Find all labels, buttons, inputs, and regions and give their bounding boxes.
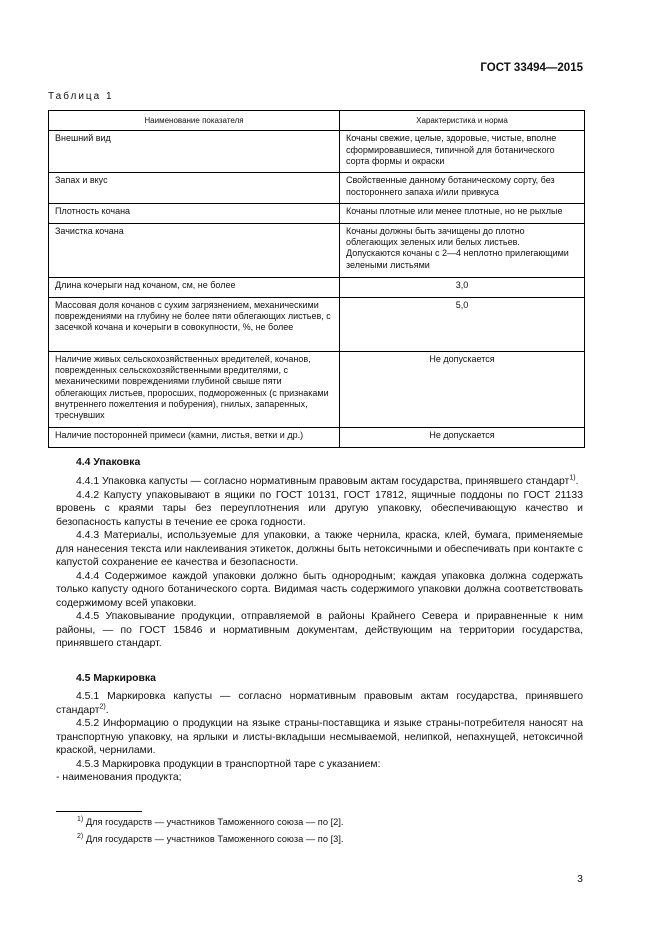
row-value: Не допускается xyxy=(340,427,585,447)
row-value: 3,0 xyxy=(340,277,585,297)
table-row xyxy=(49,297,585,351)
footnote-mark: 1) xyxy=(77,815,84,823)
row-value: Кочаны свежие, целые, здоровые, чистые, вполне сформировавшиеся, типичной для ботанического сорта формы и окраски xyxy=(340,131,585,173)
row-value: Не допускается xyxy=(340,351,585,427)
paragraph-4-5-3: 4.5.3 Маркировка продукции в транспортной таре с указанием: xyxy=(76,758,381,770)
footnote-ref: 2) xyxy=(99,703,106,711)
paragraph-4-4-1 xyxy=(56,475,583,489)
row-name: Плотность кочана xyxy=(49,203,340,223)
paragraph-text: 4.5.1 Маркировка капусты — согласно нормативным правовым актам государства, принявшего стандарт xyxy=(56,691,583,716)
section-title-marking: 4.5 Маркировка xyxy=(76,673,156,684)
footnote-divider xyxy=(56,811,142,812)
table-caption: Таблица 1 xyxy=(48,91,114,102)
footnote-mark: 2) xyxy=(77,832,84,840)
row-name: Длина кочерыги над кочаном, см, не более xyxy=(49,277,340,297)
row-name: Зачистка кочана xyxy=(49,223,340,277)
row-name: Массовая доля кочанов с сухим загрязнением, механическими повреждениями на глубину не более пяти облегающих листьев, с засечкой кочана и кочерыги в совокупности, %, не более xyxy=(49,297,340,351)
row-value-line: Допускаются кочаны с 2—4 неплотно прилегающими зелеными листьями xyxy=(346,248,569,270)
col-header-name: Наименование показателя xyxy=(49,111,340,131)
row-name: Запах и вкус xyxy=(49,173,340,204)
list-item: - наименования продукта; xyxy=(56,772,182,783)
row-value: 5,0 xyxy=(340,297,585,351)
row-name: Наличие живых сельскохозяйственных вредителей, кочанов, поврежденных сельскохозяйственными вредителями, с механическими повреждениями глубиной свыше пяти облегающих листьев, проросших, подмороженных (с признаками внутреннего пожелтения и побурения), гнилых, запаренных, треснувших xyxy=(49,351,340,427)
footnote xyxy=(77,817,344,827)
table-row xyxy=(49,427,585,447)
footnote xyxy=(77,834,344,844)
row-value: Кочаны плотные или менее плотные, но не рыхлые xyxy=(340,203,585,223)
table-row xyxy=(49,351,585,427)
paragraph-end: . xyxy=(575,476,579,487)
row-value-line: Кочаны должны быть зачищены до плотно облегающих зеленых или белых листьев. xyxy=(346,225,525,248)
packaging-paragraphs xyxy=(56,475,583,651)
col-header-value: Характеристика и норма xyxy=(340,111,585,131)
page-number: 3 xyxy=(577,873,583,885)
table-row xyxy=(49,223,585,277)
row-value xyxy=(340,223,585,277)
paragraph-4-4-3: 4.4.3 Материалы, используемые для упаковки, а также чернила, краска, клей, бумага, применяемые для нанесения текста или наклеивания этикеток, должны быть нетоксичными и обеспечивать при контакте с капустой сохранение ее качества и безопасности. xyxy=(56,530,583,568)
paragraph-4-4-4: 4.4.4 Содержимое каждой упаковки должно быть однородным; каждая упаковка должна содержать только капусту одного ботанического сорта. Видимая часть содержимого упаковки должна соответствовать содержимому всей упаковки. xyxy=(56,570,583,609)
footnote-text: Для государств — участников Таможенного союза — по [3]. xyxy=(83,834,344,844)
footnote-text: Для государств — участников Таможенного союза — по [2]. xyxy=(83,817,344,827)
paragraph-4-5-2: 4.5.2 Информацию о продукции на языке страны-поставщика и языке страны-потребителя наносят на транспортную упаковку, на ярлыки и листы-вкладыши несмываемой, нелипкой, непахнущей, нетоксичной краской, чернилами. xyxy=(56,718,583,756)
marking-paragraphs xyxy=(56,690,583,785)
paragraph-4-4-5: 4.4.5 Упаковывание продукции, отправляемой в районы Крайнего Севера и приравненные к ним районы, — по ГОСТ 15846 и нормативным документам, действующим на территории государства, принявшего стандарт. xyxy=(56,611,583,649)
table-row xyxy=(49,173,585,204)
footnote-ref: 1) xyxy=(569,474,576,482)
row-value: Свойственные данному ботаническому сорту, без постороннего запаха и/или привкуса xyxy=(340,173,585,204)
document-code: ГОСТ 33494—2015 xyxy=(480,62,583,74)
paragraph-4-5-1 xyxy=(56,690,583,717)
table-row xyxy=(49,277,585,297)
table-row xyxy=(49,203,585,223)
row-name: Наличие посторонней примеси (камни, листья, ветки и др.) xyxy=(49,427,340,447)
paragraph-4-4-2: 4.4.2 Капусту упаковывают в ящики по ГОСТ 10131, ГОСТ 17812, ящичные поддоны по ГОСТ 21133 вровень с краями тары без переуплотнения или другую упаковку, обеспечивающую качество и безопасность капусты в течение ее срока годности. xyxy=(56,489,583,528)
paragraph-end: . xyxy=(105,704,109,716)
paragraph-text: 4.4.1 Упаковка капусты — согласно нормативным правовым актам государства, принявшего стандарт xyxy=(76,476,570,487)
row-name: Внешний вид xyxy=(49,131,340,173)
table-row xyxy=(49,131,585,173)
indicators-table xyxy=(48,110,585,448)
table-header-row xyxy=(49,111,585,131)
section-title-packaging: 4.4 Упаковка xyxy=(76,457,141,468)
